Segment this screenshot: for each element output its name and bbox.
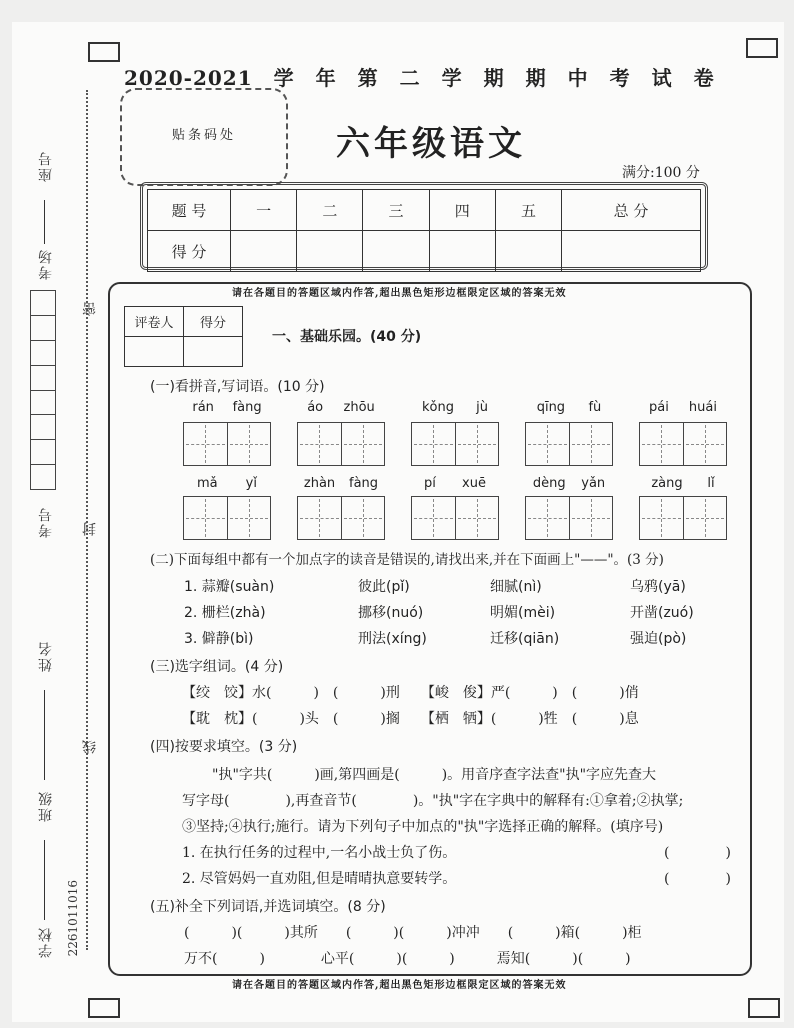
pinyin: pí xuē: [424, 476, 486, 491]
q2-item: 彼此(pǐ): [358, 579, 410, 595]
grader-box: [124, 306, 243, 367]
question-title: (一)看拼音,写词语。(10 分): [150, 379, 325, 395]
question-title: (五)补全下列词语,并选词填空。(8 分): [150, 899, 386, 915]
seat-no-label: 座号: [38, 150, 54, 182]
corner-mark: [88, 42, 120, 62]
answer-notice-top: 请在各题目的答题区域内作答,超出黑色矩形边框限定区域的答案无效: [232, 288, 567, 299]
q2-item: 2. 栅栏(zhà): [184, 605, 266, 621]
q2-item: 强迫(pò): [630, 631, 687, 647]
score-header: 五: [495, 190, 561, 231]
q4-answer-blank[interactable]: ( ): [664, 871, 731, 887]
paper-code: 2261011016: [66, 880, 80, 957]
answer-notice-bottom: 请在各题目的答题区域内作答,超出黑色矩形边框限定区域的答案无效: [232, 980, 567, 991]
fill-line: [44, 690, 45, 780]
q2-item: 刑法(xíng): [358, 631, 427, 647]
score-cell[interactable]: [231, 231, 297, 272]
score-cell[interactable]: [297, 231, 363, 272]
score-header: 二: [297, 190, 363, 231]
q2-item: 开凿(zuó): [630, 605, 694, 621]
q4-line-1[interactable]: "执"字共( )画,第四画是( )。用音序查字法查"执"字应先查大: [212, 767, 657, 783]
score-row-label: 得 分: [148, 231, 231, 272]
writing-grid[interactable]: [297, 496, 385, 540]
writing-grid[interactable]: [183, 496, 271, 540]
class-label: 班级: [38, 790, 54, 822]
score-header: 四: [429, 190, 495, 231]
score-header: 题 号: [148, 190, 231, 231]
pinyin: zhàn fàng: [303, 476, 379, 491]
q2-item: 迁移(qiān): [490, 631, 560, 647]
score-header: 总 分: [562, 190, 701, 231]
pinyin: rán fàng: [192, 400, 262, 415]
full-score: 满分:100 分: [622, 165, 700, 181]
q2-item: 明媚(mèi): [490, 605, 556, 621]
q4-sentence-2: 2. 尽管妈妈一直劝阻,但是晴晴执意要转学。: [182, 871, 457, 887]
exam-room-label: 考场: [38, 248, 54, 280]
score-cell[interactable]: [363, 231, 429, 272]
pinyin: zàng lǐ: [651, 476, 715, 491]
score-table: [147, 189, 701, 272]
writing-grid[interactable]: [639, 422, 727, 466]
question-title: (三)选字组词。(4 分): [150, 659, 284, 675]
grader-cell[interactable]: [125, 337, 184, 367]
pinyin: kǒng jù: [422, 400, 488, 415]
seal-char: 封: [82, 520, 98, 536]
writing-grid[interactable]: [525, 422, 613, 466]
q4-line-2[interactable]: 写字母( ),再查音节( )。"执"字在字典中的解释有:①拿着;②执掌;: [182, 793, 684, 809]
pinyin: mǎ yǐ: [197, 476, 257, 491]
corner-mark: [748, 998, 780, 1018]
writing-grid[interactable]: [183, 422, 271, 466]
barcode-label: 贴条码处: [171, 128, 236, 143]
school-label: 学校: [38, 926, 54, 958]
fill-line: [44, 840, 45, 920]
score-cell[interactable]: [429, 231, 495, 272]
corner-mark: [88, 998, 120, 1018]
section-title: 一、基础乐园。(40 分): [272, 329, 422, 345]
corner-mark: [746, 38, 778, 58]
exam-no-boxes[interactable]: [30, 290, 56, 490]
q5-row-1[interactable]: ( )( )其所 ( )( )冲冲 ( )箱( )柜: [184, 925, 642, 941]
q2-item: 3. 僻静(bì): [184, 631, 254, 647]
exam-year-title: 2020-2021 学 年 第 二 学 期 期 中 考 试 卷: [124, 66, 715, 90]
grader-score-label: 得分: [184, 307, 243, 337]
score-header: 三: [363, 190, 429, 231]
q2-item: 1. 蒜瓣(suàn): [184, 579, 275, 595]
pinyin: áo zhōu: [307, 400, 375, 415]
q3-row-2[interactable]: 【耽 枕】( )头 ( )搁 【栖 牺】( )牲 ( )息: [182, 711, 639, 727]
question-title: (四)按要求填空。(3 分): [150, 739, 298, 755]
pinyin: dèng yǎn: [532, 476, 606, 491]
exam-no-label: 考号: [38, 506, 54, 538]
grader-label: 评卷人: [125, 307, 184, 337]
writing-grid[interactable]: [525, 496, 613, 540]
grader-cell[interactable]: [184, 337, 243, 367]
q2-item: 细腻(nì): [490, 579, 542, 595]
q5-row-2[interactable]: 万不( ) 心平( )( ) 焉知( )( ): [184, 951, 631, 967]
score-table-frame: [140, 182, 708, 270]
q2-item: 挪移(nuó): [358, 605, 424, 621]
q4-line-3: ③坚持;④执行;施行。请为下列句子中加点的"执"字选择正确的解释。(填序号): [182, 819, 664, 835]
writing-grid[interactable]: [639, 496, 727, 540]
name-label: 姓名: [38, 640, 54, 672]
pinyin: qīng fù: [536, 400, 602, 415]
writing-grid[interactable]: [411, 496, 499, 540]
fill-line: [44, 200, 45, 244]
score-header: 一: [231, 190, 297, 231]
score-cell[interactable]: [495, 231, 561, 272]
q4-sentence-1: 1. 在执行任务的过程中,一名小战士负了伤。: [182, 845, 457, 861]
question-title: (二)下面每组中都有一个加点字的读音是错误的,请找出来,并在下面画上"——"。(3 分): [150, 552, 664, 568]
writing-grid[interactable]: [297, 422, 385, 466]
q2-item: 乌鸦(yā): [630, 579, 686, 595]
seal-char: 线: [82, 738, 98, 754]
score-cell[interactable]: [562, 231, 701, 272]
barcode-area: [120, 88, 288, 186]
seal-char: 密: [82, 300, 98, 316]
pinyin: pái huái: [649, 400, 717, 415]
q3-row-1[interactable]: 【绞 饺】水( ) ( )刑 【峻 俊】严( ) ( )俏: [182, 685, 639, 701]
subject-title: 六年级语文: [336, 124, 526, 164]
writing-grid[interactable]: [411, 422, 499, 466]
q4-answer-blank[interactable]: ( ): [664, 845, 731, 861]
